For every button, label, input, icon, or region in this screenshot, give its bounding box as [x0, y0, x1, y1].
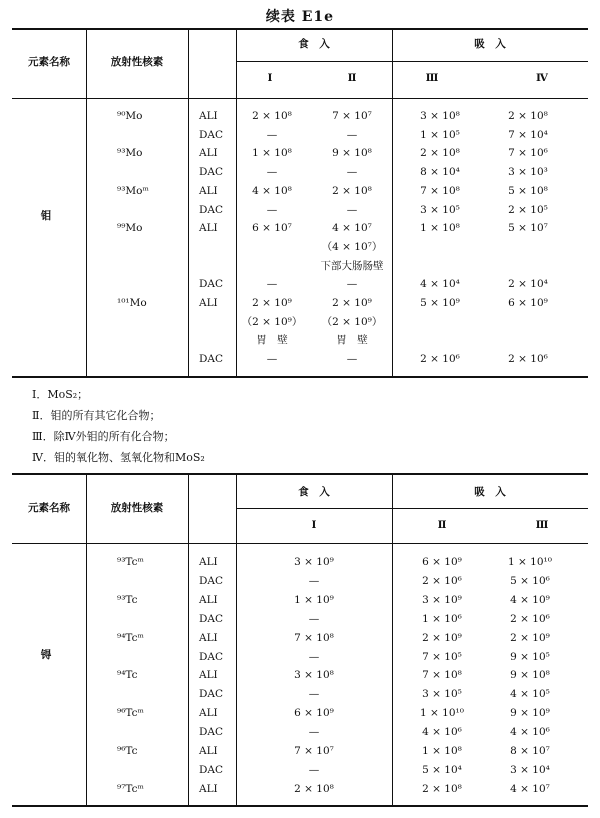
rule: [236, 61, 588, 62]
table-cell: —: [346, 166, 358, 179]
table-cell: 2 × 10⁸: [508, 110, 548, 122]
quantity-type: ALI: [199, 222, 218, 235]
table-cell: 5 × 10⁷: [508, 222, 548, 235]
table-cell: 4 × 10⁷: [332, 222, 372, 235]
nuclide-label: ⁹⁴Tcᵐ: [117, 631, 144, 644]
rule: [392, 474, 393, 806]
table-cell: 4 × 10⁸: [252, 184, 292, 197]
table-cell: 4 × 10⁵: [510, 688, 550, 701]
nuclide-label: ⁹⁷Tcᵐ: [117, 782, 144, 795]
table-cell: 8 × 10⁷: [510, 745, 550, 757]
table-cell: 1 × 10⁹: [294, 593, 334, 606]
table-cell: 3 × 10⁹: [294, 556, 334, 568]
table-cell: 1 × 10⁸: [420, 222, 460, 235]
nuclide-label: ¹⁰¹Mo: [117, 297, 147, 309]
table-cell: 7 × 10⁴: [508, 128, 548, 141]
table-cell: 4 × 10⁴: [420, 278, 460, 291]
quantity-type: ALI: [199, 297, 218, 309]
nuclide-label: ⁹³Mo: [117, 147, 143, 160]
table-cell: 2 × 10⁹: [252, 297, 292, 309]
table-cell: 4 × 10⁹: [510, 593, 550, 606]
quantity-type: DAC: [199, 650, 224, 663]
table-cell: —: [308, 612, 320, 625]
quantity-type: ALI: [199, 556, 218, 568]
rule: [86, 29, 87, 377]
table-cell: 3 × 10⁵: [422, 688, 462, 701]
header-class-4: Ⅳ: [536, 72, 548, 84]
table-cell: 3 × 10⁸: [294, 669, 334, 682]
header-inhalation: 吸 入: [474, 38, 506, 50]
footnote-1: Ⅰ．MoS₂；: [32, 388, 89, 401]
table-cell: 胃 壁: [336, 334, 368, 347]
table-cell: 2 × 10⁹: [422, 631, 462, 644]
table-cell: —: [346, 203, 358, 216]
footnote-3: Ⅲ．除Ⅳ外钼的所有化合物；: [32, 430, 175, 443]
table-cell: 7 × 10⁶: [508, 147, 548, 160]
quantity-type: ALI: [199, 745, 218, 757]
table-cell: 3 × 10⁹: [422, 593, 462, 606]
table-cell: 3 × 10⁸: [420, 110, 460, 122]
quantity-type: DAC: [199, 688, 224, 701]
rule: [12, 98, 588, 99]
table-cell: 2 × 10⁴: [508, 278, 548, 291]
table-cell: 6 × 10⁹: [294, 707, 334, 720]
rule: [392, 29, 393, 377]
header-element-name: 元素名称: [28, 56, 70, 68]
table-cell: 8 × 10⁴: [420, 166, 460, 179]
header-class-2: Ⅱ: [347, 72, 357, 84]
table-cell: 5 × 10⁹: [420, 297, 460, 309]
nuclide-label: ⁹⁶Tcᵐ: [117, 707, 144, 720]
table-cell: —: [266, 128, 278, 141]
table-cell: 5 × 10⁸: [508, 184, 548, 197]
table-cell: —: [308, 650, 320, 663]
table-cell: 1 × 10⁵: [420, 128, 460, 141]
header-inhalation: 吸 入: [474, 486, 506, 498]
table-cell: 1 × 10⁶: [422, 612, 462, 625]
rule: [188, 29, 189, 377]
rule: [12, 473, 588, 475]
table-cell: —: [266, 278, 278, 291]
table-cell: 7 × 10⁸: [422, 669, 462, 682]
quantity-type: ALI: [199, 631, 218, 644]
quantity-type: DAC: [199, 128, 224, 141]
rule: [12, 376, 588, 378]
header-ingestion: 食 入: [298, 38, 330, 50]
table-cell: —: [346, 278, 358, 291]
header-class-1: Ⅰ: [311, 519, 317, 531]
rule: [12, 805, 588, 807]
table-cell: 3 × 10⁵: [420, 203, 460, 216]
table-cell: 5 × 10⁶: [510, 574, 550, 587]
quantity-type: DAC: [199, 166, 224, 179]
quantity-type: DAC: [199, 763, 224, 776]
header-nuclide: 放射性核素: [110, 56, 164, 68]
table-cell: —: [308, 574, 320, 587]
quantity-type: ALI: [199, 707, 218, 720]
rule: [12, 28, 588, 30]
table-cell: 7 × 10⁸: [294, 631, 334, 644]
table-cell: 9 × 10⁹: [510, 707, 550, 720]
table-cell: 6 × 10⁷: [252, 222, 292, 235]
table-cell: —: [308, 763, 320, 776]
table-cell: 9 × 10⁸: [332, 147, 372, 160]
table-cell: 5 × 10⁴: [422, 763, 462, 776]
table-cell: 2 × 10⁹: [332, 297, 372, 309]
nuclide-label: ⁹³Tcᵐ: [117, 556, 144, 568]
table-cell: —: [266, 203, 278, 216]
quantity-type: ALI: [199, 782, 218, 795]
quantity-type: ALI: [199, 593, 218, 606]
quantity-type: DAC: [199, 574, 224, 587]
quantity-type: DAC: [199, 726, 224, 739]
header-class-1: Ⅰ: [267, 72, 273, 84]
table-cell: 6 × 10⁹: [508, 297, 548, 309]
rule: [236, 474, 237, 806]
footnote-2: Ⅱ．钼的所有其它化合物；: [32, 409, 161, 422]
rule: [236, 508, 588, 509]
table-cell: 1 × 10¹⁰: [420, 707, 464, 720]
nuclide-label: ⁹⁹Mo: [117, 222, 143, 235]
table-cell: 7 × 10⁷: [294, 745, 334, 757]
table-cell: 3 × 10⁴: [510, 763, 550, 776]
table-cell: 2 × 10⁶: [420, 353, 460, 366]
table-cell: 2 × 10⁸: [294, 782, 334, 795]
table-cell: —: [346, 353, 358, 366]
table-cell: 9 × 10⁵: [510, 650, 550, 663]
table-cell: 1 × 10⁸: [422, 745, 462, 757]
nuclide-label: ⁹⁴Tc: [117, 669, 138, 682]
quantity-type: ALI: [199, 110, 218, 122]
header-ingestion: 食 入: [298, 486, 330, 498]
quantity-type: DAC: [199, 278, 224, 291]
rule: [236, 29, 237, 377]
table-cell: 2 × 10⁶: [508, 353, 548, 366]
quantity-type: DAC: [199, 612, 224, 625]
header-class-3: Ⅲ: [425, 72, 439, 84]
table-cell: —: [266, 353, 278, 366]
table-cell: 7 × 10⁵: [422, 650, 462, 663]
header-class-3: Ⅲ: [535, 519, 549, 531]
rule: [86, 474, 87, 806]
table-cell: 胃 壁: [256, 334, 288, 347]
header-nuclide: 放射性核素: [110, 502, 164, 514]
element-name: 锝: [40, 649, 52, 661]
rule: [188, 474, 189, 806]
quantity-type: DAC: [199, 353, 224, 366]
table-cell: 2 × 10⁸: [422, 782, 462, 795]
table-cell: —: [346, 128, 358, 141]
quantity-type: ALI: [199, 147, 218, 160]
table-cell: 4 × 10⁷: [510, 782, 550, 795]
table-cell: 2 × 10⁹: [510, 631, 550, 644]
header-element-name: 元素名称: [28, 502, 70, 514]
element-name: 钼: [40, 210, 52, 222]
table-cell: （2 × 10⁹）: [241, 315, 303, 328]
table-cell: 7 × 10⁷: [332, 110, 372, 122]
table-cell: 2 × 10⁶: [422, 574, 462, 587]
quantity-type: DAC: [199, 203, 224, 216]
table-cell: （2 × 10⁹）: [321, 315, 383, 328]
table-cell: 6 × 10⁹: [422, 556, 462, 568]
page-title: 续表 E1e: [265, 9, 335, 25]
rule: [12, 543, 588, 544]
table-cell: 4 × 10⁶: [422, 726, 462, 739]
table-cell: —: [308, 688, 320, 701]
table-cell: 1 × 10⁸: [252, 147, 292, 160]
table-cell: 下部大肠肠壁: [320, 259, 384, 272]
table-cell: 9 × 10⁸: [510, 669, 550, 682]
footnote-4: Ⅳ．钼的氧化物、氢氧化物和MoS₂: [32, 451, 205, 464]
table-cell: （4 × 10⁷）: [321, 240, 383, 253]
quantity-type: ALI: [199, 669, 218, 682]
nuclide-label: ⁹³Moᵐ: [117, 184, 149, 197]
table-cell: 4 × 10⁶: [510, 726, 550, 739]
header-class-2: Ⅱ: [437, 519, 447, 531]
table-cell: 2 × 10⁶: [510, 612, 550, 625]
nuclide-label: ⁹⁶Tc: [117, 745, 138, 757]
table-cell: 2 × 10⁵: [508, 203, 548, 216]
table-cell: 2 × 10⁸: [332, 184, 372, 197]
quantity-type: ALI: [199, 184, 218, 197]
table-cell: 2 × 10⁸: [420, 147, 460, 160]
nuclide-label: ⁹³Tc: [117, 593, 138, 606]
table-cell: —: [266, 166, 278, 179]
table-cell: 2 × 10⁸: [252, 110, 292, 122]
table-cell: 3 × 10³: [508, 166, 548, 179]
table-cell: 1 × 10¹⁰: [508, 556, 552, 568]
table-cell: 7 × 10⁸: [420, 184, 460, 197]
table-cell: —: [308, 726, 320, 739]
nuclide-label: ⁹⁰Mo: [117, 110, 143, 122]
